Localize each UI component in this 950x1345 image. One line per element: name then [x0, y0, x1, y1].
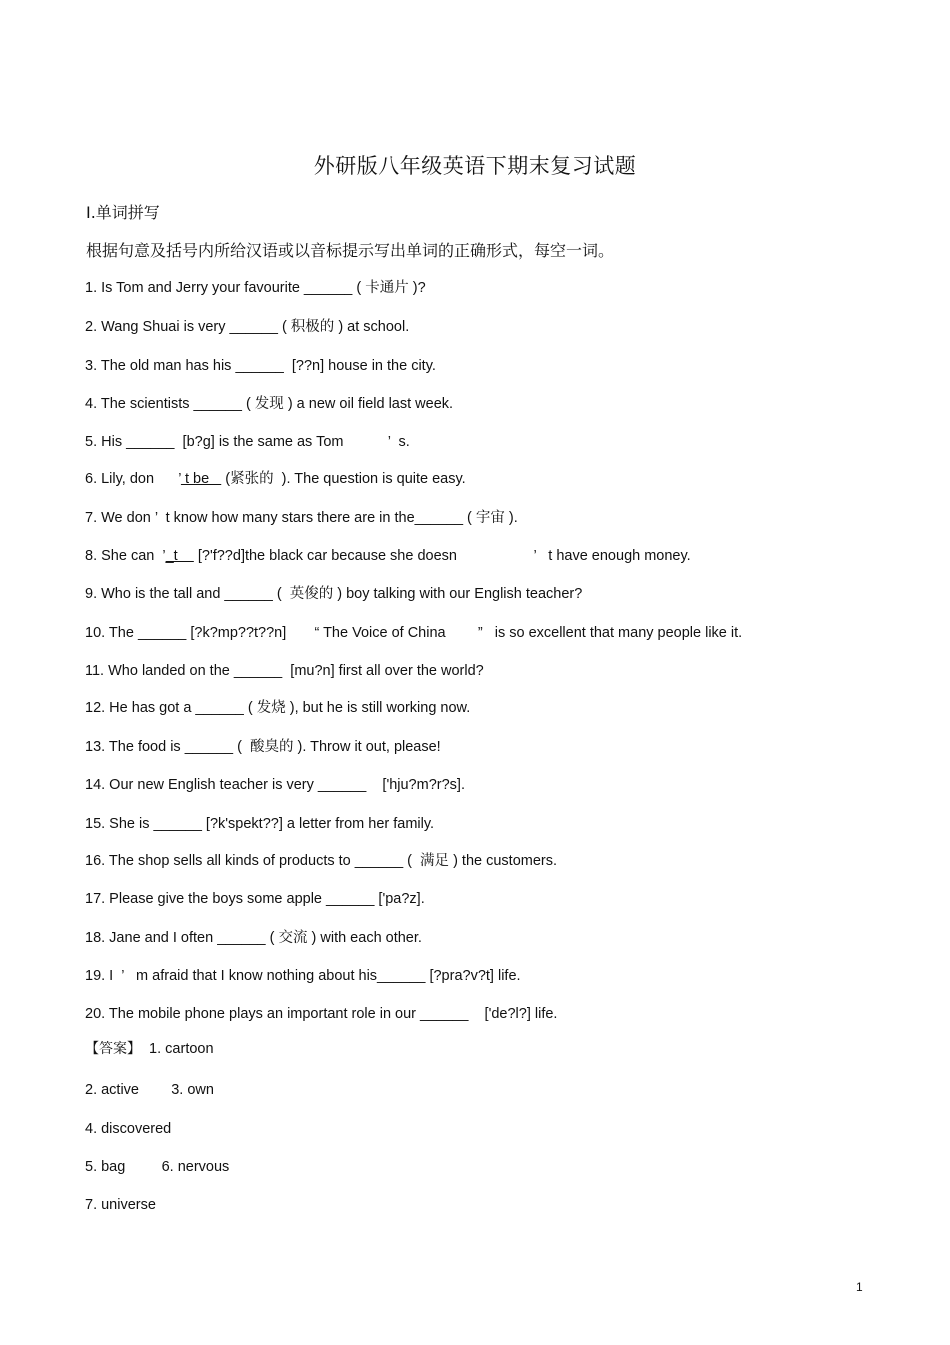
question-7: 7. We don ’ t know how many stars there are in the______ ( 宇宙 ). [85, 510, 518, 526]
question-13: 13. The food is ______ ( 酸臭的 ). Throw it out, please! [85, 739, 441, 755]
question-6-rest: (紧张的 ). The question is quite easy. [221, 471, 466, 487]
question-10: 10. The ______ [?k?mp??t??n] “ The Voice of China ” is so excellent that many people like it. [85, 625, 743, 641]
document-title: 外研版八年级英语下期末复习试题 [313, 154, 637, 178]
section-heading: Ⅰ.单词拼写 [86, 203, 160, 222]
question-1: 1. Is Tom and Jerry your favourite ______ ( 卡通片 )? [85, 280, 426, 296]
question-9: 9. Who is the tall and ______ ( 英俊的 ) boy talking with our English teacher? [85, 586, 583, 602]
question-6-start: 6. Lily, don ’ [85, 471, 181, 487]
question-16: 16. The shop sells all kinds of products to ______ ( 满足 ) the customers. [85, 853, 558, 869]
question-6 [85, 470, 466, 488]
answer-1: 1. cartoon [141, 1041, 214, 1057]
question-11: 11. Who landed on the ______ [mu?n] first all over the world? [85, 663, 484, 679]
question-4: 4. The scientists ______ ( 发现 ) a new oil field last week. [85, 396, 454, 412]
question-8-start: 8. She can ’ [85, 548, 166, 564]
question-3: 3. The old man has his ______ [??n] house in the city. [85, 358, 436, 374]
instruction-text: 根据句意及括号内所给汉语或以音标提示写出单词的正确形式，每空一词。 [86, 241, 615, 260]
answer-line-4: 5. bag 6. nervous [85, 1159, 230, 1175]
question-8-underlined: _t [165, 548, 194, 564]
question-18: 18. Jane and I often ______ ( 交流 ) with each other. [85, 930, 422, 946]
answer-line-1 [85, 1040, 214, 1058]
question-2: 2. Wang Shuai is very ______ ( 积极的 ) at school. [85, 319, 410, 335]
question-5: 5. His ______ [b?g] is the same as Tom ’ s. [85, 434, 410, 450]
answer-line-3: 4. discovered [85, 1121, 172, 1137]
question-8 [85, 547, 691, 565]
page-number: 1 [856, 1280, 863, 1294]
question-17: 17. Please give the boys some apple ______ ['pa?z]. [85, 891, 425, 907]
question-15: 15. She is ______ [?k'spekt??] a letter from her family. [85, 816, 435, 832]
answer-label: 【答案】 [85, 1041, 141, 1057]
question-8-rest: [?'f??d]the black car because she doesn ’ t have enough money. [193, 548, 691, 564]
answer-line-2: 2. active 3. own [85, 1082, 214, 1098]
question-12: 12. He has got a ______ ( 发烧 ), but he is still working now. [85, 700, 471, 716]
answer-line-5: 7. universe [85, 1197, 156, 1213]
question-6-underlined: t be [180, 471, 222, 487]
question-20: 20. The mobile phone plays an important role in our ______ ['de?l?] life. [85, 1006, 558, 1022]
question-19: 19. I ’ m afraid that I know nothing about his______ [?pra?v?t] life. [85, 968, 521, 984]
question-14: 14. Our new English teacher is very ______ ['hju?m?r?s]. [85, 777, 465, 793]
